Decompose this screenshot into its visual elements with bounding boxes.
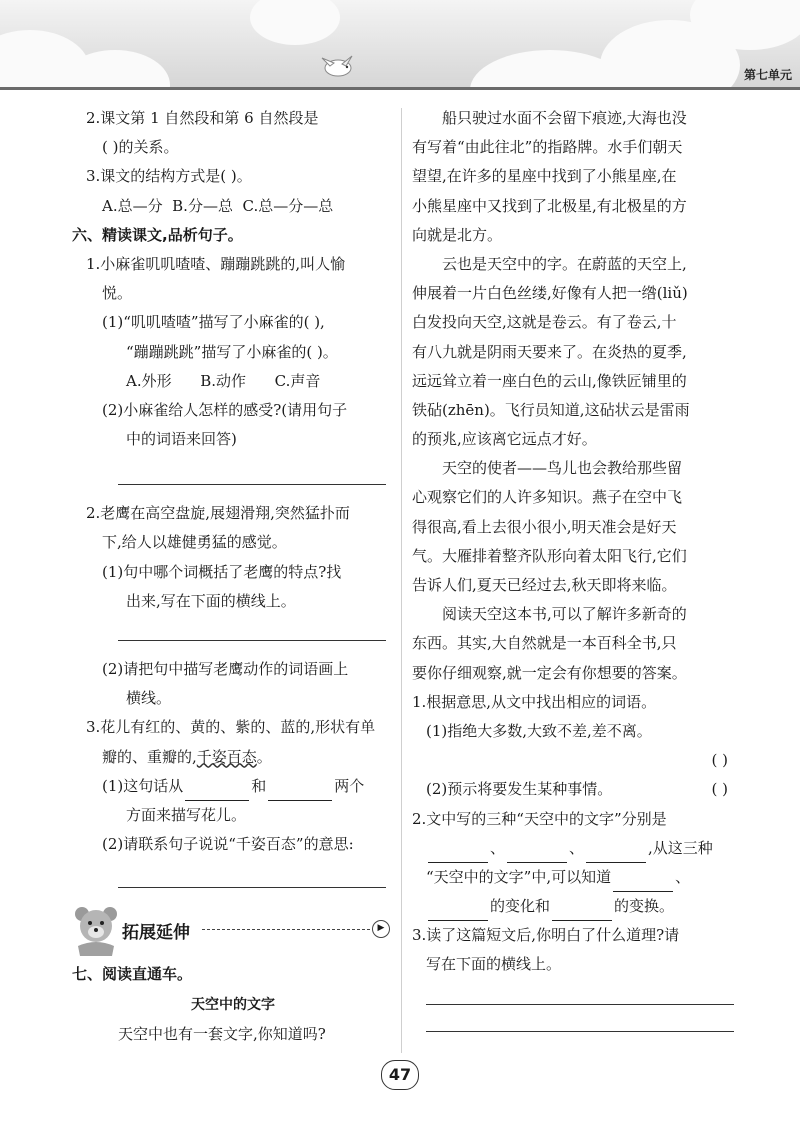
fill-blank[interactable]	[428, 843, 488, 863]
question-text: (2)小麻雀给人怎样的感受?(请用句子	[102, 400, 348, 419]
text-span: 、	[490, 838, 506, 857]
answer-line[interactable]	[118, 887, 386, 888]
unit-label: 第七单元	[743, 68, 792, 82]
play-arrow-icon: ▶	[372, 920, 390, 938]
option-b: B.动作	[200, 371, 247, 390]
option-b: B.分—总	[172, 196, 233, 215]
text-span: 、	[569, 838, 585, 857]
section-heading: 六、精读课文,品析句子。	[72, 225, 243, 244]
fill-blank[interactable]	[185, 781, 249, 801]
answer-line[interactable]	[426, 1004, 734, 1005]
left-column	[72, 104, 394, 1049]
question-text: 3.读了这篇短文后,你明白了什么道理?请	[412, 926, 680, 945]
extension-banner	[72, 902, 394, 960]
answer-line[interactable]	[426, 1031, 734, 1032]
question-text: 方面来描写花儿。	[126, 805, 247, 824]
option-a: A.外形	[126, 371, 172, 390]
question-text: 2.老鹰在高空盘旋,展翅滑翔,突然猛扑而	[86, 504, 350, 523]
wavy-underlined-phrase: 千姿百态	[196, 747, 257, 766]
option-c: C.声音	[274, 371, 321, 390]
bear-mascot-icon	[72, 902, 120, 958]
question-text	[412, 892, 732, 921]
story-line: 告诉人们,夏天已经过去,秋天即将来临。	[412, 576, 677, 594]
question-text: “蹦蹦跳跳”描写了小麻雀的( )。	[126, 342, 338, 361]
question-text	[72, 772, 394, 801]
story-title: 天空中的文字	[191, 996, 275, 1013]
right-column	[412, 104, 732, 1046]
text-span: 两个	[334, 776, 365, 795]
question-text: 横线。	[126, 689, 172, 708]
story-line: 望望,在许多的星座中找到了小熊星座,在	[412, 167, 677, 186]
story-line: 远远耸立着一座白色的云山,像铁匠铺里的	[412, 371, 687, 390]
fill-blank[interactable]	[268, 781, 332, 801]
question-text: 1.根据意思,从文中找出相应的词语。	[412, 692, 657, 711]
answer-paren[interactable]: ( )	[711, 751, 728, 770]
question-text: 写在下面的横线上。	[426, 955, 562, 974]
text-span: “天空中的文字”中,可以知道	[426, 867, 612, 886]
story-paragraph: 天空中也有一套文字,你知道吗?	[118, 1024, 326, 1043]
question-text	[412, 834, 732, 863]
choice-options	[72, 367, 394, 396]
answer-line[interactable]	[118, 640, 386, 641]
story-line: 向就是北方。	[412, 225, 503, 244]
story-line: 小熊星座中又找到了北极星,有北极星的方	[412, 196, 687, 215]
bird-icon	[318, 50, 358, 80]
text-span: 、	[675, 867, 691, 886]
question-text	[412, 775, 732, 804]
question-text: (1)“叽叽喳喳”描写了小麻雀的( ),	[102, 313, 325, 332]
story-line: 天空的使者——鸟儿也会教给那些留	[442, 459, 683, 478]
column-divider	[401, 108, 402, 1053]
option-c: C.总—分—总	[242, 196, 334, 215]
question-text: 悦。	[102, 284, 133, 303]
story-line: 的预兆,应该离它远点才好。	[412, 430, 597, 449]
story-line: 气。大雁排着整齐队形向着太阳飞行,它们	[412, 546, 687, 565]
question-text: 1.小麻雀叽叽喳喳、蹦蹦跳跳的,叫人愉	[86, 254, 346, 273]
story-line: 得很高,看上去很小很小,明天准会是好天	[412, 517, 677, 536]
text-span: 瓣的、重瓣的,	[102, 747, 197, 766]
question-text	[72, 743, 394, 772]
question-text: 3.花儿有红的、黄的、紫的、蓝的,形状有单	[86, 718, 376, 737]
text-span: 。	[256, 747, 272, 766]
story-line: 东西。其实,大自然就是一本百科全书,只	[412, 634, 677, 653]
text-span: (1)这句话从	[102, 776, 184, 795]
answer-paren[interactable]: ( )	[711, 780, 728, 799]
option-a: A.总—分	[102, 196, 163, 215]
text-span: 的变化和	[490, 897, 551, 916]
story-line: 要你仔细观察,就一定会有你想要的答案。	[412, 663, 687, 682]
question-text: ( )的关系。	[102, 138, 179, 157]
fill-blank[interactable]	[552, 901, 612, 921]
fill-blank[interactable]	[507, 843, 567, 863]
page-header	[0, 0, 800, 90]
question-text: 2.课文第 1 自然段和第 6 自然段是	[86, 109, 319, 127]
story-line: 有八九就是阴雨天要来了。在炎热的夏季,	[412, 342, 687, 361]
text-span: 的变换。	[614, 897, 675, 916]
story-line: 船只驶过水面不会留下痕迹,大海也没	[442, 109, 687, 127]
fill-blank[interactable]	[586, 843, 646, 863]
question-text: (1)指绝大多数,大致不差,差不离。	[426, 721, 652, 740]
fill-blank[interactable]	[428, 901, 488, 921]
dashed-divider	[202, 929, 370, 930]
story-line: 云也是天空中的字。在蔚蓝的天空上,	[442, 254, 687, 273]
question-text: 2.文中写的三种“天空中的文字”分别是	[412, 809, 667, 828]
story-line: 伸展着一片白色丝缕,好像有人把一绺(liǔ)	[412, 284, 688, 303]
question-text: (2)请联系句子说说“千姿百态”的意思:	[102, 835, 354, 854]
question-text: 出来,写在下面的横线上。	[126, 591, 296, 610]
story-line: 心观察它们的人许多知识。燕子在空中飞	[412, 488, 683, 507]
cloud-decoration	[250, 0, 340, 45]
question-text: (1)句中哪个词概括了老鹰的特点?找	[102, 562, 342, 581]
question-text: 3.课文的结构方式是( )。	[86, 167, 252, 186]
story-line: 白发投向天空,这就是卷云。有了卷云,十	[412, 313, 677, 332]
text-span: ,从这三种	[648, 838, 713, 857]
question-text: (2)请把句中描写老鹰动作的词语画上	[102, 660, 349, 678]
question-text: 中的词语来回答)	[126, 430, 237, 449]
text-span: 和	[251, 776, 267, 795]
section-heading: 七、阅读直通车。	[72, 965, 193, 984]
extension-title: 拓展延伸	[122, 923, 190, 944]
question-text: 下,给人以雄健勇猛的感觉。	[102, 533, 287, 552]
choice-options	[72, 192, 394, 221]
page-number: 47	[381, 1060, 419, 1090]
story-line: 铁砧(zhēn)。飞行员知道,这砧状云是雷雨	[412, 400, 690, 419]
story-line: 阅读天空这本书,可以了解许多新奇的	[442, 605, 687, 624]
answer-line[interactable]	[118, 484, 386, 485]
question-text	[412, 863, 732, 892]
story-line: 有写着“由此往北”的指路牌。水手们朝天	[412, 138, 683, 157]
text-span: (2)预示将要发生某种事情。	[426, 780, 613, 799]
fill-blank[interactable]	[613, 872, 673, 892]
